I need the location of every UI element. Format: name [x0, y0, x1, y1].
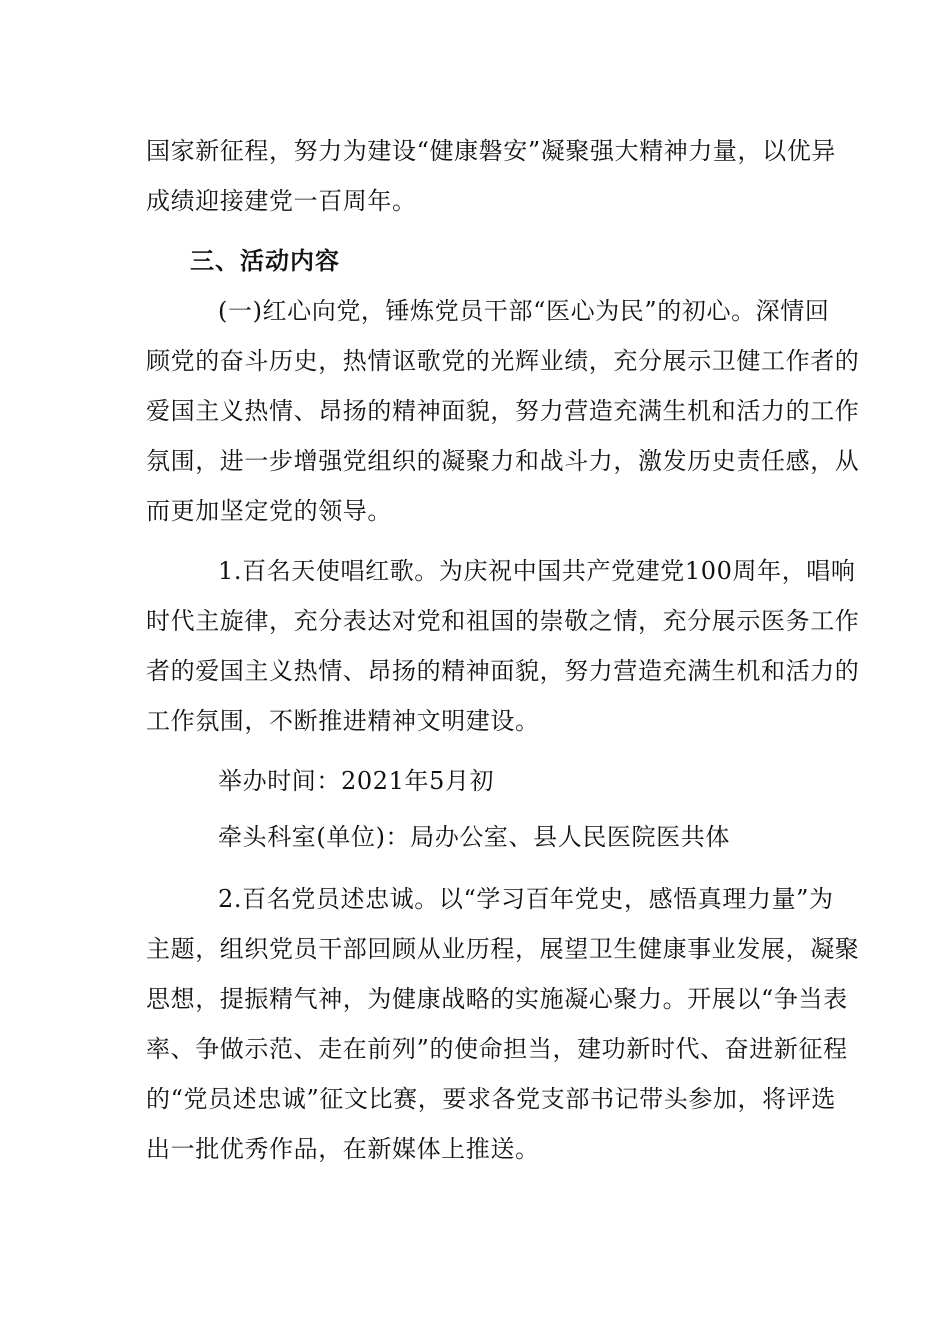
subsection-1-line-4: 氛围，进一步增强党组织的凝聚力和战斗力，激发历史责任感，从 — [146, 447, 860, 475]
item-1-time: 举办时间：2021年5月初 — [218, 767, 495, 795]
item-1-line-3: 者的爱国主义热情、昂扬的精神面貌，努力营造充满生机和活力的 — [146, 657, 860, 685]
subsection-1-line-5: 而更加坚定党的领导。 — [146, 497, 392, 525]
item-2-line-6: 出一批优秀作品，在新媒体上推送。 — [146, 1135, 540, 1163]
item-2-line-2: 主题，组织党员干部回顾从业历程，展望卫生健康事业发展，凝聚 — [146, 935, 860, 963]
item-2-line-4: 率、争做示范、走在前列”的使命担当，建功新时代、奋进新征程 — [146, 1035, 848, 1063]
subsection-1-line-2: 顾党的奋斗历史，热情讴歌党的光辉业绩，充分展示卫健工作者的 — [146, 347, 860, 375]
intro-line-2: 成绩迎接建党一百周年。 — [146, 187, 417, 215]
item-1-line-4: 工作氛围，不断推进精神文明建设。 — [146, 707, 540, 735]
subsection-1-line-3: 爱国主义热情、昂扬的精神面貌，努力营造充满生机和活力的工作 — [146, 397, 860, 425]
item-1-line-1: 1.百名天使唱红歌。为庆祝中国共产党建党100周年，唱响 — [218, 557, 856, 585]
item-2-line-1: 2.百名党员述忠诚。以“学习百年党史，感悟真理力量”为 — [218, 885, 834, 913]
item-1-line-2: 时代主旋律，充分表达对党和祖国的崇敬之情，充分展示医务工作 — [146, 607, 860, 635]
item-2-line-3: 思想，提振精气神，为健康战略的实施凝心聚力。开展以“争当表 — [146, 985, 848, 1013]
item-2-line-5: 的“党员述忠诚”征文比赛，要求各党支部书记带头参加，将评选 — [146, 1085, 836, 1113]
intro-line-1: 国家新征程，努力为建设“健康磐安”凝聚强大精神力量，以优异 — [146, 137, 836, 165]
subsection-1-line-1: (一)红心向党，锤炼党员干部“医心为民”的初心。深情回 — [218, 297, 830, 325]
item-1-lead: 牵头科室(单位)：局办公室、县人民医院医共体 — [218, 823, 730, 851]
section-heading: 三、活动内容 — [190, 247, 340, 275]
